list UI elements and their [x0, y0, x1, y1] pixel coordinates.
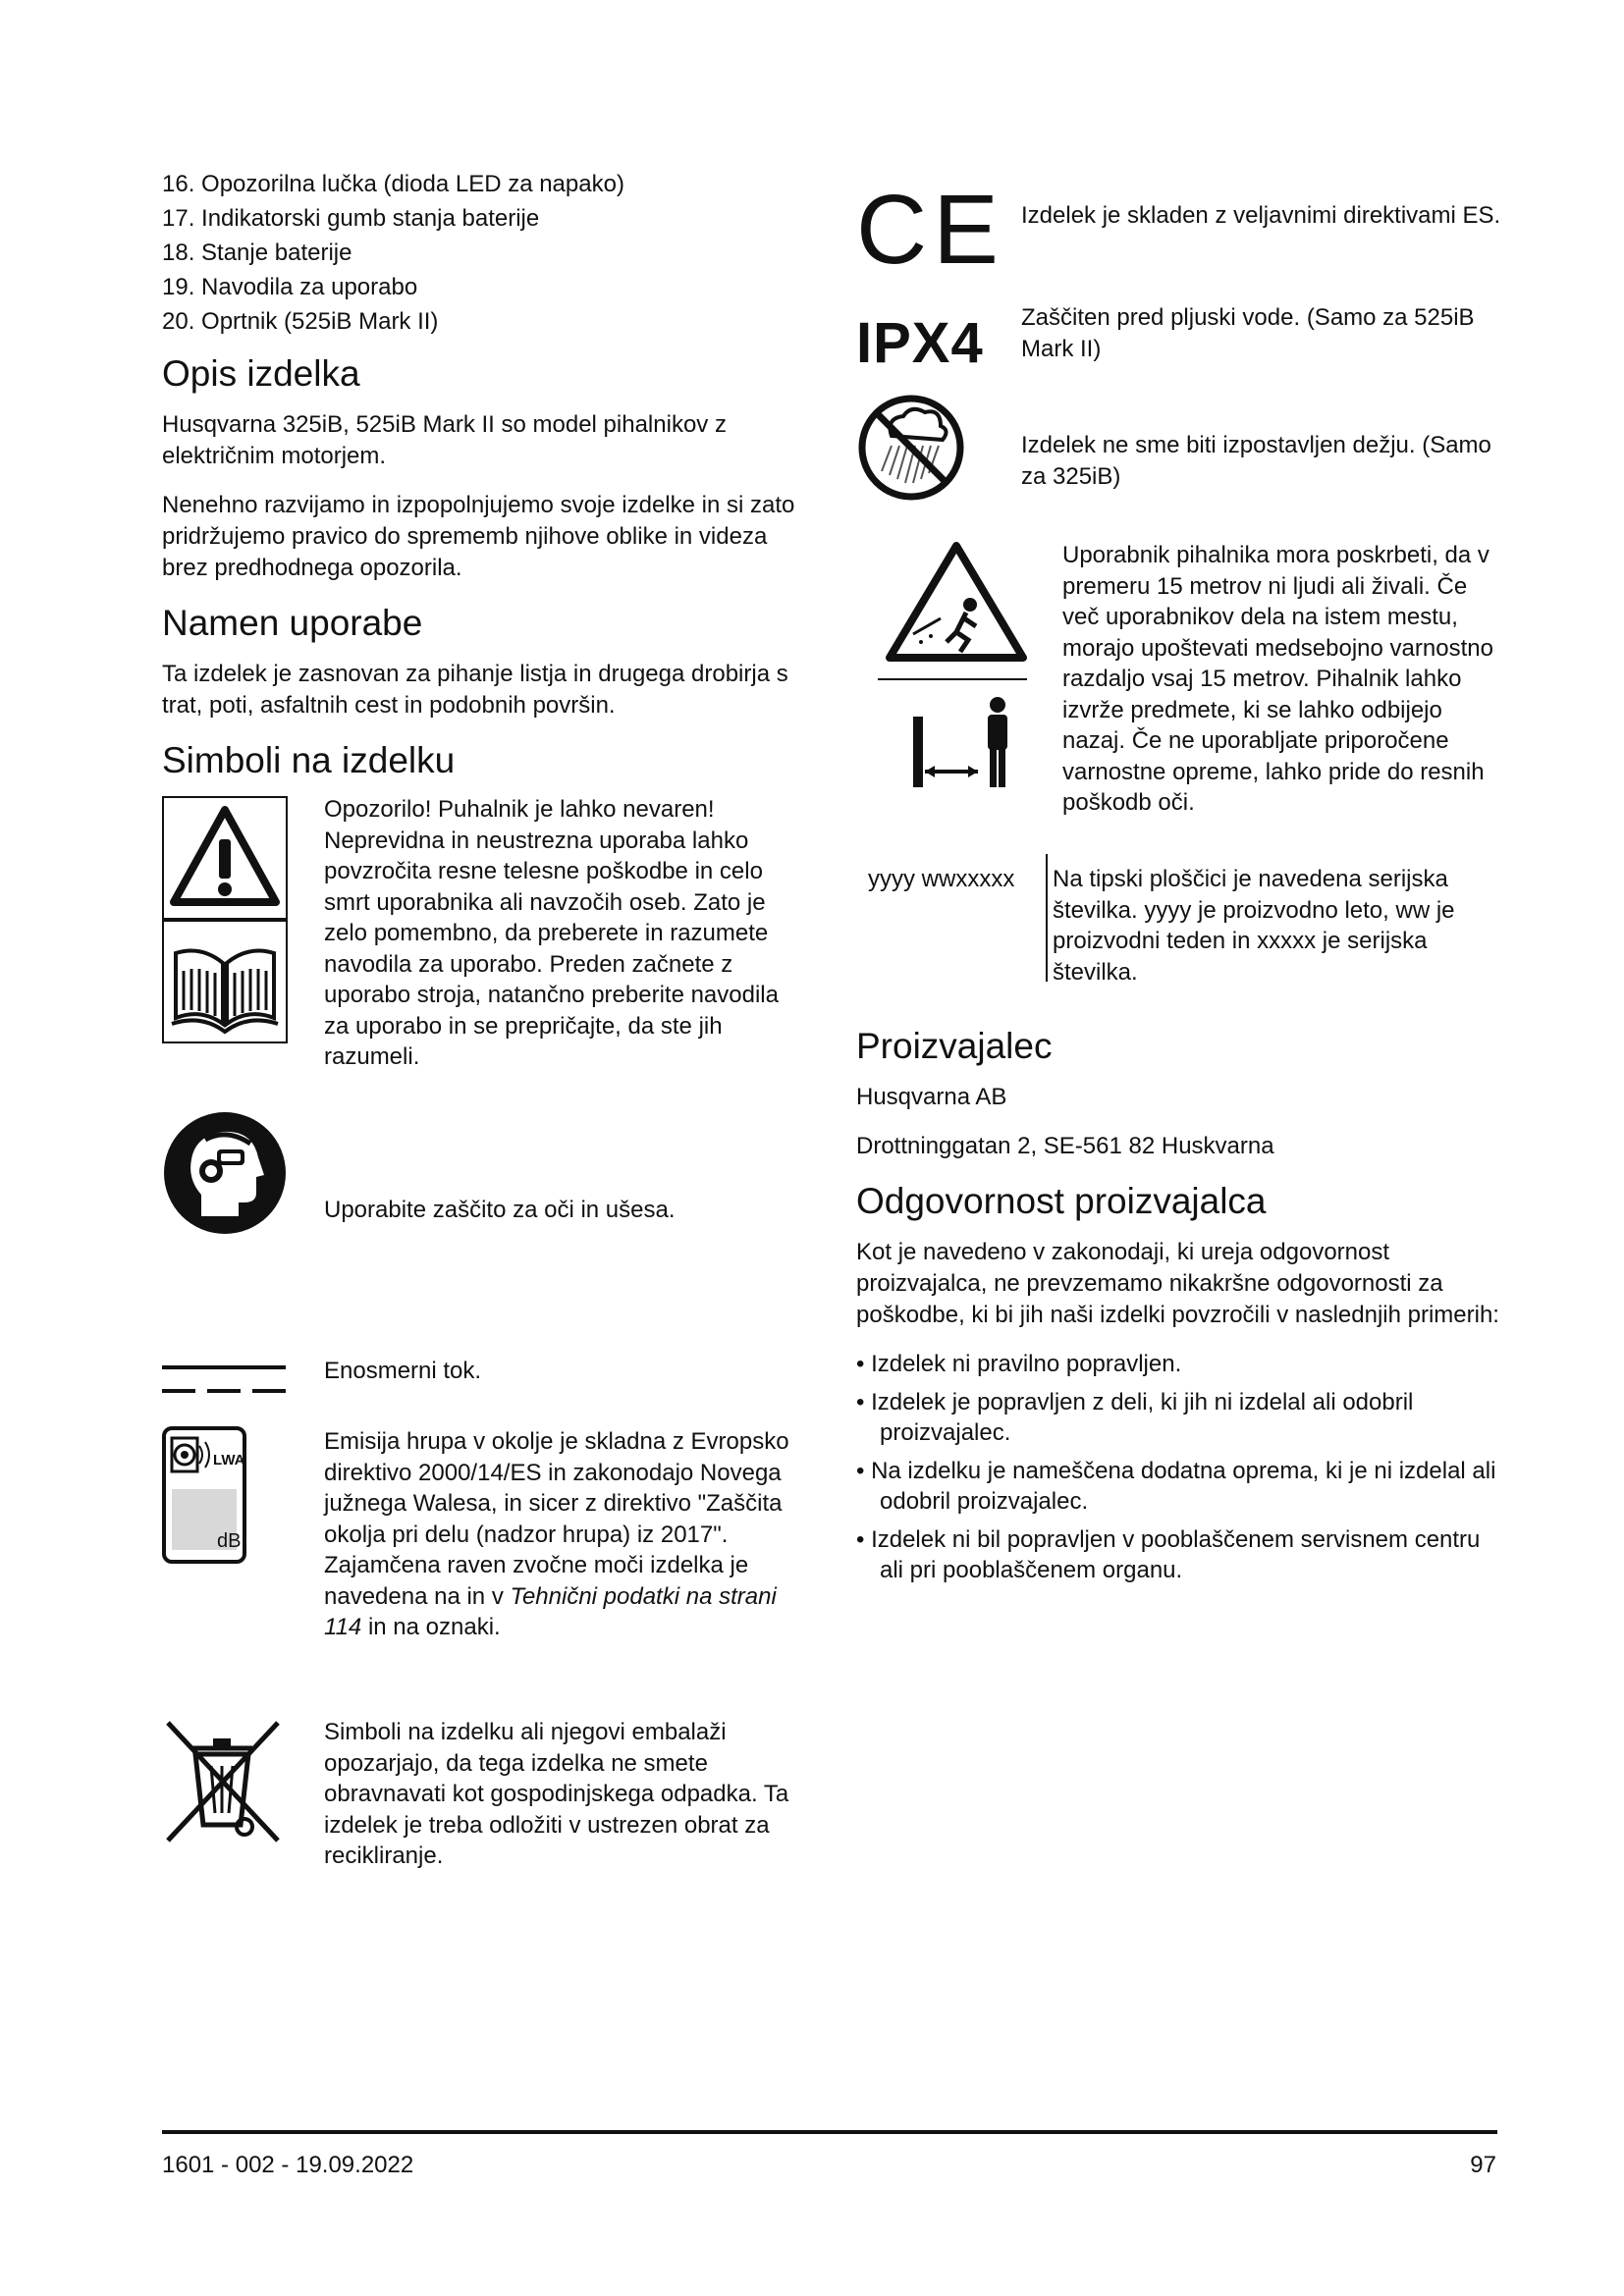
no-rain-icon	[856, 393, 966, 507]
symbol-protection-row	[162, 1110, 810, 1356]
safety-distance-icon	[913, 697, 1007, 787]
liability-intro: Kot je navedeno v zakonodaji, ki ureja odgovornost proizvajalca, ne prevzemamo nikakršne odgovornosti za poškodbe, ki bi jih naši izdelki povzročili v naslednjih primerih:	[856, 1239, 1499, 1328]
list-item: 16. Opozorilna lučka (dioda LED za napako)	[162, 171, 624, 197]
weee-text: Simboli na izdelku ali njegovi embalaži opozarjajo, da tega izdelka ne smete obravnavati kot gospodinjskega odpadka. Ta izdelek je treba odložiti v ustrezen obrat za recikliranje.	[324, 1719, 789, 1869]
noise-text	[324, 1426, 805, 1643]
list-item: 19. Navodila za uporabo	[162, 274, 418, 300]
manufacturer-address: Drottninggatan 2, SE-561 82 Huskvarna	[856, 1133, 1274, 1159]
liability-list	[856, 1349, 1504, 1585]
ce-mark-icon: CE	[856, 175, 1004, 285]
list-item: • Na izdelku je nameščena dodatna oprema, ki je ni izdelal ali odobril proizvajalec.	[856, 1458, 1496, 1515]
serial-text: Na tipski ploščici je navedena serijska številka. yyyy je proizvodno leto, ww je proizvodni teden in xxxxx je serijska številka.	[1053, 866, 1455, 986]
warning-text: Opozorilo! Puhalnik je lahko nevaren! Neprevidna in neustrezna uporaba lahko povzročita resne telesne poškodbe in celo smrt uporabnika ali navzočih oseb. Zato je zelo pomembno, da preberete in razumete navodila za uporabo. Preden začnete z uporabo stroja, natančno preberite navodila za uporabo in se prepričajte, da ste jih razumeli.	[324, 796, 779, 1070]
namen-paragraph: Ta izdelek je zasnovan za pihanje listja in drugega drobirja s trat, poti, asfaltnih cest in podobnih površin.	[162, 661, 788, 719]
list-item: 20. Oprtnik (525iB Mark II)	[162, 308, 439, 335]
heading-namen: Namen uporabe	[162, 603, 423, 643]
heading-opis: Opis izdelka	[162, 353, 360, 394]
serial-code: yyyy wwxxxxx	[868, 866, 1015, 892]
symbol-distance-row	[856, 540, 1504, 864]
footer-doc-id: 1601 - 002 - 19.09.2022	[162, 2152, 414, 2178]
symbol-noise-row	[162, 1426, 810, 1711]
noise-text-main: Emisija hrupa v okolje je skladna z Evropsko direktivo 2000/14/ES in zakonodajo Novega južnega Walesa, in sicer z direktivo "Zaščita okolja pri delu (nadzor hrupa) iz 2017". Zajamčena raven zvočne moči izdelka je navedena na in v	[324, 1428, 789, 1610]
right-column	[856, 177, 1504, 1593]
thrown-objects-warning-icon	[878, 540, 1035, 800]
heading-proizvajalec: Proizvajalec	[856, 1026, 1053, 1066]
manufacturer-name: Husqvarna AB	[856, 1084, 1007, 1110]
rain-text: Izdelek ne sme biti izpostavljen dežju. (Samo za 325iB)	[1021, 432, 1491, 490]
footer-rule	[162, 2130, 1497, 2134]
direct-current-icon	[162, 1363, 288, 1404]
ipx4-icon: IPX4	[856, 311, 984, 375]
heading-simboli: Simboli na izdelku	[162, 740, 456, 780]
manual-book-icon	[172, 951, 278, 1032]
symbol-rain-row	[856, 393, 1504, 540]
eye-ear-protection-icon	[162, 1110, 288, 1241]
warning-icon	[162, 796, 288, 1048]
symbol-weee-row	[162, 1719, 810, 1876]
list-item: • Izdelek je popravljen z deli, ki jih ni izdelal ali odobril proizvajalec.	[856, 1389, 1414, 1446]
noise-icon-db-label: dB	[217, 1530, 242, 1552]
serial-number-row	[856, 864, 1504, 1011]
serial-divider	[1046, 854, 1048, 982]
symbol-warning-row	[162, 796, 810, 1081]
opis-paragraph-2: Nenehno razvijamo in izpopolnjujemo svoje izdelke in si zato pridržujemo pravico do sprememb njihove oblike in videza brez predhodnega opozorila.	[162, 492, 795, 581]
noise-icon-lwa-label: LWA	[213, 1452, 245, 1468]
dc-text: Enosmerni tok.	[324, 1358, 482, 1384]
symbol-ipx4-row	[856, 294, 1504, 393]
list-item: 18. Stanje baterije	[162, 240, 352, 266]
distance-text: Uporabnik pihalnika mora poskrbeti, da v premeru 15 metrov ni ljudi ali živali. Če več uporabnikov dela na istem mestu, morajo upoštevati medsebojno varnostno razdaljo vsaj 15 metrov. Pihalnik lahko izvrže predmete, ki se lahko odbijejo nazaj. Če ne uporabljate priporočene varnostne opreme, lahko pride do resnih poškodb oči.	[1062, 542, 1493, 816]
symbol-dc-row	[162, 1356, 810, 1415]
left-column	[162, 167, 810, 1876]
ipx4-text: Zaščiten pred pljuski vode. (Samo za 525iB Mark II)	[1021, 304, 1475, 362]
protection-text: Uporabite zaščito za oči in ušesa.	[324, 1197, 676, 1223]
list-item: 17. Indikatorski gumb stanja baterije	[162, 205, 540, 232]
parts-list	[162, 167, 810, 339]
page-number: 97	[1470, 2152, 1496, 2178]
noise-emission-icon	[162, 1426, 246, 1569]
symbol-ce-row	[856, 177, 1504, 294]
ce-text: Izdelek je skladen z veljavnimi direktivami ES.	[1021, 202, 1501, 229]
list-item: • Izdelek ni pravilno popravljen.	[856, 1351, 1182, 1377]
heading-odgovornost: Odgovornost proizvajalca	[856, 1181, 1267, 1221]
list-item: • Izdelek ni bil popravljen v pooblaščenem servisnem centru ali pri pooblaščenem organu.	[856, 1526, 1481, 1583]
noise-text-end: in na oznaki.	[367, 1614, 501, 1640]
noise-text-link[interactable]: Tehnični podatki na strani 114	[324, 1582, 777, 1640]
crossed-bin-icon	[162, 1719, 284, 1849]
opis-paragraph-1: Husqvarna 325iB, 525iB Mark II so model pihalnikov z električnim motorjem.	[162, 411, 727, 469]
